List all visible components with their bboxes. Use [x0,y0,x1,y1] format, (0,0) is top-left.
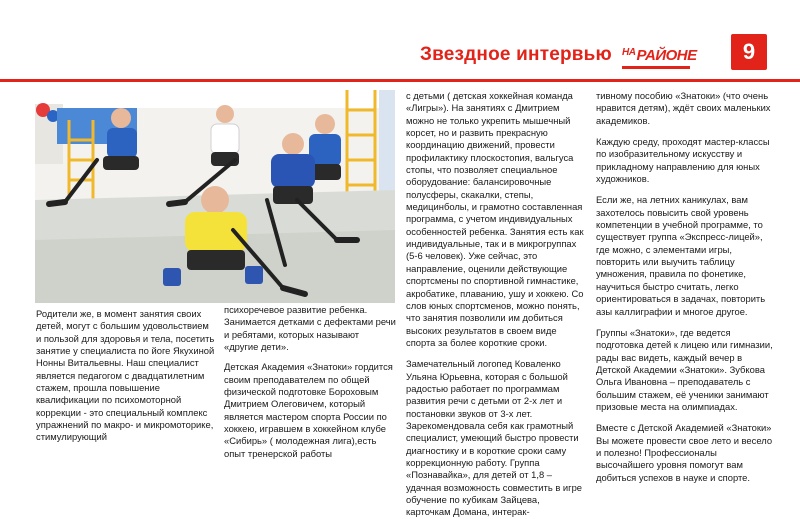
logo-prefix: НА [622,47,636,58]
paragraph: Каждую среду, проходят мастер-классы по изобразительному искусству и прикладному направлению для юных художников. [596,136,770,185]
article-column-1 [36,308,216,444]
article-photo [35,90,395,303]
paragraph: Вместе с Детской Академией «Знатоки» Вы можете провести свое лето и весело и полезно! Профессионалы высочайшего уровня помогут вам добиться успехов в науке и спорте. [596,422,773,483]
paragraph: психоречевое развитие ребенка. Занимается детками с дефектами речи и ребятами, которых называют «другие дети». [224,304,396,353]
article-column-4 [596,90,774,484]
article-column-2 [224,304,396,460]
logo-word: РАЙОНЕ [636,47,697,64]
page-number-badge: 9 [731,34,767,70]
magazine-logo [622,47,697,64]
paragraph: Детская Академия «Знатоки» гордится своим преподавателем по общей физической подготовке Бороховым Дмитрием Олеговичем, который является мастером спорта России по хоккею, игравшем в хоккейном клубе «Сибирь» ( молодежная лига),есть опыт тренерской работы [224,361,393,459]
paragraph: Замечательный логопед Коваленко Ульяна Юрьевна, которая с большой радостью работает по программам развития речи с детьми от 2-х лет и постановки звуков от 3-х лет. Зарекомендовала себя как грамотный специалист, умеющий быстро провести диагностику и в короткие сроки саму коррекционную работу. Группа «Познавайка», для детей от 1,8 – удачная возможность совместить в игре обучение по кубикам Зайцева, карточкам Домана, интерак- [406,358,582,518]
logo-underline [622,66,690,69]
article-column-3 [406,90,584,519]
hockey-kids-photo [35,90,395,303]
paragraph: тивному пособию «Знатоки» (что очень нравится детям), ждёт своих маленьких академиков. [596,90,771,126]
paragraph: Родители же, в момент занятия своих детей, могут с большим удовольствием и пользой для здоровья и тела, посетить занятие у специалиста по йоге Якухиной Нонны Витальевны. Наш специалист является педагогом с двадцатилетним стажем, прошла повышение квалификации по психомоторной коррекции - это специальный комплекс упражнений по макро- и микромоторике, стимулирующий [36,308,215,443]
paragraph: с детьми ( детская хоккейная команда «Лигры»). На занятиях с Дмитрием можно не только укрепить мышечный корсет, но и развить прекрасную координацию движений, провести профилактику плоскостопия, вальгуса стопы, что позволяет специальное оборудование: балансировочные полусферы, скакалки, степы, медицинболы, и грамотно составленная программа, с учетом индивидуальных особенностей ребенка. Занятия есть как индивидуальные, так и в микрогруппах (5-6 человек). Уже сейчас, это направление, оценили действующие спортсмены по спортивной гимнастике, акробатике, плаванию, ушу и хоккею. Со слов юных спортсменов, можно понять, что занятия позволили им добиться высоких результатов в своем виде спорта за более короткие сроки. [406,90,584,348]
section-title: Звездное интервью [420,44,612,65]
paragraph: Группы «Знатоки», где ведется подготовка детей к лицею или гимназии, рады вас видеть, каждый вечер в Детской Академии «Знатоки». Зубкова Ольга Ивановна – преподаватель с большим стажем, её ученики занимают призовые места на олимпиадах. [596,326,773,412]
header-rule [0,79,800,82]
top-band [0,0,800,12]
paragraph: Если же, на летних каникулах, вам захотелось повысить свой уровень компетенции в учебной программе, то существует группа «Экспресс-лицей», где можно, с элементами игры, повторить или выучить таблицу умножения, правила по фонетике, научиться быстро считать, легко ориентироваться в задачах, повторить азы каллиграфии и многое другое. [596,194,766,317]
